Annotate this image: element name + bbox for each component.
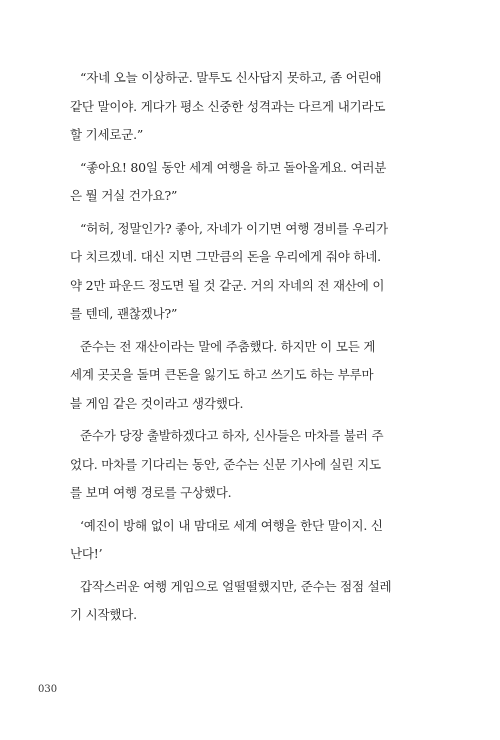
text-line: 할 기세로군.” — [70, 127, 144, 142]
text-line: 난다!’ — [70, 546, 103, 561]
text-line: 준수는 전 재산이라는 말에 주춤했다. 하지만 이 모든 게 — [80, 338, 376, 354]
text-line: “허허, 정말인가? 좋아, 자네가 이기면 여행 경비를 우리가 — [80, 220, 388, 236]
text-line: “좋아요! 80일 동안 세계 여행을 하고 돌아올게요. 여러분 — [80, 159, 387, 175]
text-line: 블 게임 같은 것이라고 생각했다. — [70, 395, 244, 411]
page-number: 030 — [38, 684, 58, 695]
paragraph-2 — [70, 154, 440, 211]
text-line: 약 2만 파운드 정도면 될 것 같군. 거의 자네의 전 재산에 이 — [70, 277, 385, 293]
text-line: 기 시작했다. — [70, 607, 137, 622]
text-line: 갑작스러운 여행 게임으로 얼떨떨했지만, 준수는 점점 설레 — [80, 578, 392, 594]
text-line: “자네 오늘 이상하군. 말투도 신사답지 못하고, 좀 어린애 — [80, 70, 382, 85]
text-line: 같단 말이야. 게다가 평소 신중한 성격과는 다르게 내기라도 — [70, 98, 386, 114]
paragraph-7 — [70, 573, 440, 630]
paragraph-5 — [70, 422, 440, 508]
paragraph-4 — [70, 333, 440, 419]
text-line: 세계 곳곳을 돌며 큰돈을 잃기도 하고 쓰기도 하는 부루마 — [70, 367, 374, 382]
text-line: 준수가 당장 출발하겠다고 하자, 신사들은 마차를 불러 주 — [80, 428, 384, 443]
text-line: 다 치르겠네. 대신 지면 그만큼의 돈을 우리에게 줘야 하네. — [70, 249, 381, 264]
text-line: 었다. 마차를 기다리는 동안, 준수는 신문 기사에 실린 지도 — [70, 456, 381, 472]
body-text — [70, 64, 440, 634]
text-line: 은 뭘 거실 건가요?” — [70, 188, 178, 203]
text-line: 를 텐데, 괜찮겠나?” — [70, 306, 178, 321]
text-line: ‘예진이 방해 없이 내 맘대로 세계 여행을 한단 말이지. 신 — [80, 517, 383, 533]
paragraph-1 — [70, 64, 440, 150]
text-line: 를 보며 여행 경로를 구상했다. — [70, 485, 232, 500]
paragraph-6 — [70, 512, 440, 569]
paragraph-3 — [70, 215, 440, 329]
